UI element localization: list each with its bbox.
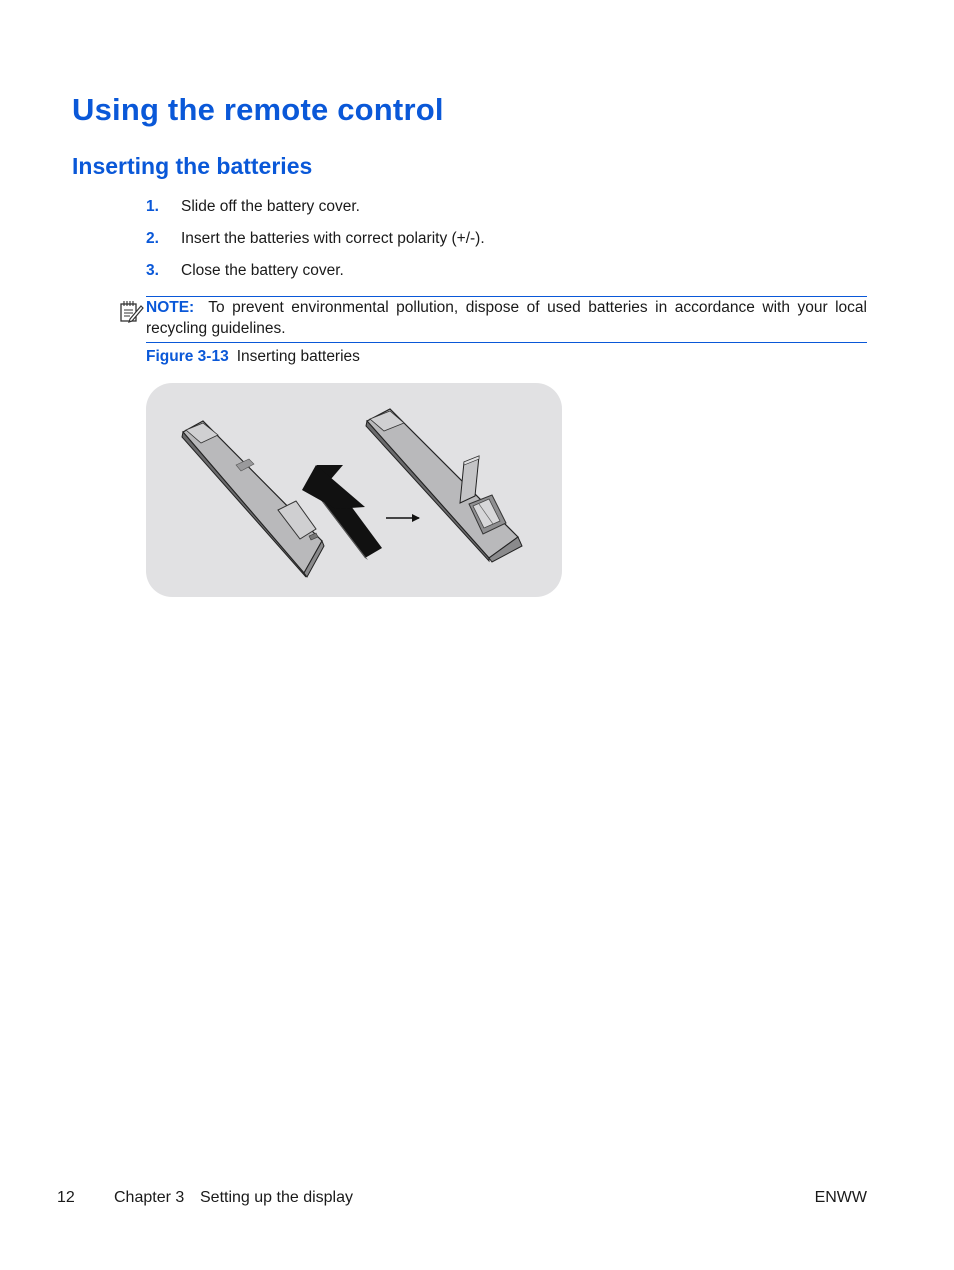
page-number: 12	[57, 1189, 75, 1206]
list-item	[146, 198, 485, 230]
remote-illustration	[146, 383, 562, 597]
step-number: 3.	[146, 262, 159, 279]
step-text: Close the battery cover.	[181, 262, 344, 279]
list-item	[146, 262, 485, 294]
figure-image	[146, 383, 562, 597]
step-text: Insert the batteries with correct polarity (+/-).	[181, 230, 485, 247]
footer-chapter-title: Setting up the display	[200, 1189, 353, 1206]
figure-label: Figure 3-13	[146, 348, 229, 365]
step-number: 2.	[146, 230, 159, 247]
note-pencil-icon	[118, 298, 144, 324]
steps-list	[146, 198, 485, 294]
note-text: To prevent environmental pollution, dispose of used batteries in accordance with your local recycling guidelines.	[146, 299, 867, 337]
remote-control-closed	[182, 421, 324, 577]
figure-caption	[146, 348, 360, 366]
list-item	[146, 230, 485, 262]
note-label: NOTE:	[146, 299, 195, 316]
note-box	[146, 296, 867, 343]
section-title: Inserting the batteries	[72, 153, 313, 179]
remote-control-open	[366, 409, 522, 562]
footer-right-label: ENWW	[814, 1189, 867, 1206]
figure-caption-text: Inserting batteries	[236, 348, 360, 365]
next-step-arrow-icon	[386, 514, 420, 522]
footer-chapter: Chapter 3	[114, 1189, 185, 1206]
page-title: Using the remote control	[72, 92, 444, 127]
step-number: 1.	[146, 198, 159, 215]
step-text: Slide off the battery cover.	[181, 198, 360, 215]
